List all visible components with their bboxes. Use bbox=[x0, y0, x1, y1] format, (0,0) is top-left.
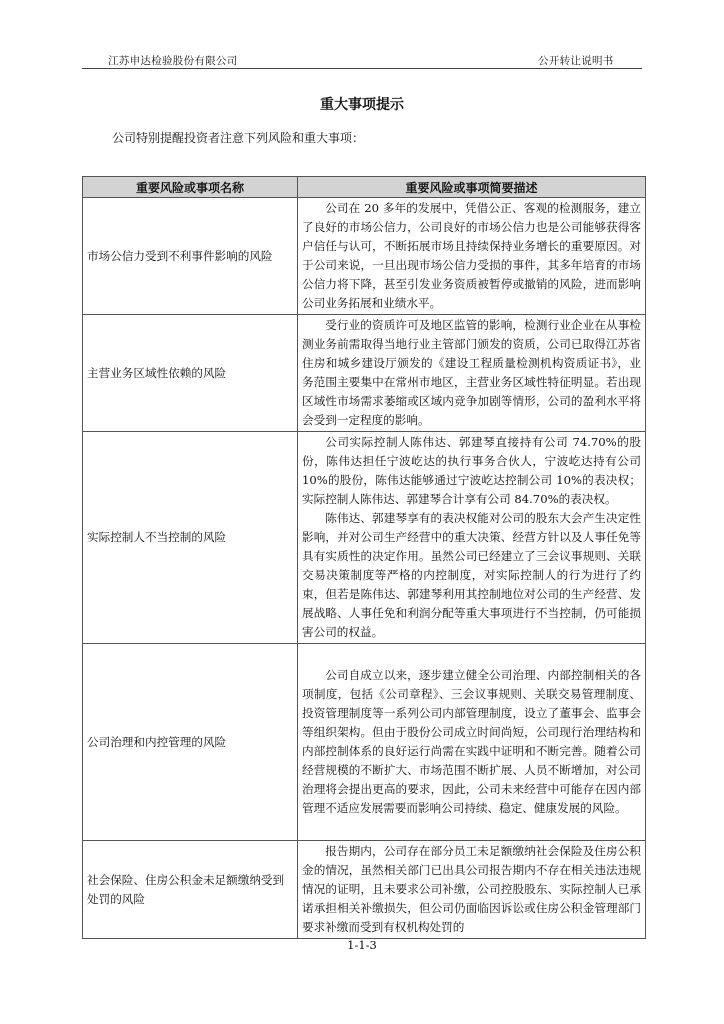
description-paragraph: 公司实际控制人陈伟达、郭建琴直接持有公司 74.70%的股份，陈伟达担任宁波屹达的执行事务合伙人，宁波屹达持有公司 10%的股份，陈伟达能够通过宁波屹达控制公司 10%的表决权；实际控制人陈伟达、郭建琴合计享有公司 84.70%的表决权。 bbox=[302, 435, 641, 506]
risk-name: 公司治理和内控管理的风险 bbox=[83, 644, 298, 841]
risk-name: 实际控制人不当控制的风险 bbox=[83, 432, 298, 644]
risk-description bbox=[298, 432, 646, 644]
description-paragraph: 受行业的资质许可及地区监管的影响，检测行业企业在从事检测业务前需取得当地行业主管部门颁发的资质，公司已取得江苏省住房和城乡建设厅颁发的《建设工程质量检测机构资质证书》，业务范围主要集中在常州市地区，主营业务区域性特征明显。若出现区域性市场需求萎缩或区域内竞争加剧等情形，公司的盈利水平将会受到一定程度的影响。 bbox=[302, 318, 641, 427]
risk-description bbox=[298, 198, 646, 315]
risk-name: 主营业务区域性依赖的风险 bbox=[83, 315, 298, 432]
risk-description bbox=[298, 841, 646, 939]
header-divider bbox=[82, 68, 642, 69]
table-row bbox=[83, 644, 646, 841]
risk-name: 社会保险、住房公积金未足额缴纳受到处罚的风险 bbox=[83, 841, 298, 939]
page-title: 重大事项提示 bbox=[320, 97, 404, 113]
header-doc-type: 公开转让说明书 bbox=[538, 55, 614, 67]
header-company: 江苏申达检验股份有限公司 bbox=[108, 55, 238, 67]
table-row bbox=[83, 198, 646, 315]
table-row bbox=[83, 841, 646, 939]
table-row bbox=[83, 432, 646, 644]
risk-description bbox=[298, 315, 646, 432]
risk-table bbox=[82, 176, 646, 939]
intro-text: 公司特别提醒投资者注意下列风险和重大事项： bbox=[112, 131, 365, 145]
description-paragraph: 报告期内，公司存在部分员工未足额缴纳社会保险及住房公积金的情况，虽然相关部门已出具公司报告期内不存在相关违法违规情况的证明，且未要求公司补缴，公司控股股东、实际控制人已承诺承担相关补缴损失，但公司仍面临因诉讼或住房公积金管理部门要求补缴而受到有权机构处罚的 bbox=[302, 844, 641, 934]
description-paragraph: 公司在 20 多年的发展中，凭借公正、客观的检测服务，建立了良好的市场公信力，公司良好的市场公信力也是公司能够获得客户信任与认可，不断拓展市场且持续保持业务增长的重要原因。对于公司来说，一旦出现市场公信力受损的事件，其多年培育的市场公信力将下降，甚至引发业务资质被暂停或撤销的风险，进而影响公司业务拓展和业绩水平。 bbox=[302, 201, 641, 310]
risk-name: 市场公信力受到不利事件影响的风险 bbox=[83, 198, 298, 315]
table-header-row bbox=[83, 177, 646, 198]
description-paragraph: 公司自成立以来，逐步建立健全公司治理、内部控制相关的各项制度，包括《公司章程》、三会议事规则、关联交易管理制度、投资管理制度等一系列公司内部管理制度，设立了董事会、监事会等组织架构。但由于股份公司成立时间尚短，公司现行治理结构和内部控制体系的良好运行尚需在实践中证明和不断完善。随着公司经营规模的不断扩大、市场范围不断扩展、人员不断增加，对公司治理将会提出更高的要求，因此，公司未来经营中可能存在因内部管理不适应发展需要而影响公司持续、稳定、健康发展的风险。 bbox=[302, 668, 641, 815]
risk-description bbox=[298, 644, 646, 841]
description-paragraph: 陈伟达、郭建琴享有的表决权能对公司的股东大会产生决定性影响，并对公司生产经营中的重大决策、经营方针以及人事任免等具有实质性的决定作用。虽然公司已经建立了三会议事规则、关联交易决策制度等严格的内控制度，对实际控制人的行为进行了约束，但若是陈伟达、郭建琴利用其控制地位对公司的生产经营、发展战略、人事任免和利润分配等重大事项进行不当控制，仍可能损害公司的权益。 bbox=[302, 511, 641, 639]
column-header-name: 重要风险或事项名称 bbox=[83, 177, 298, 198]
table-row bbox=[83, 315, 646, 432]
column-header-description: 重要风险或事项简要描述 bbox=[298, 177, 646, 198]
page-number: 1-1-3 bbox=[347, 938, 377, 952]
